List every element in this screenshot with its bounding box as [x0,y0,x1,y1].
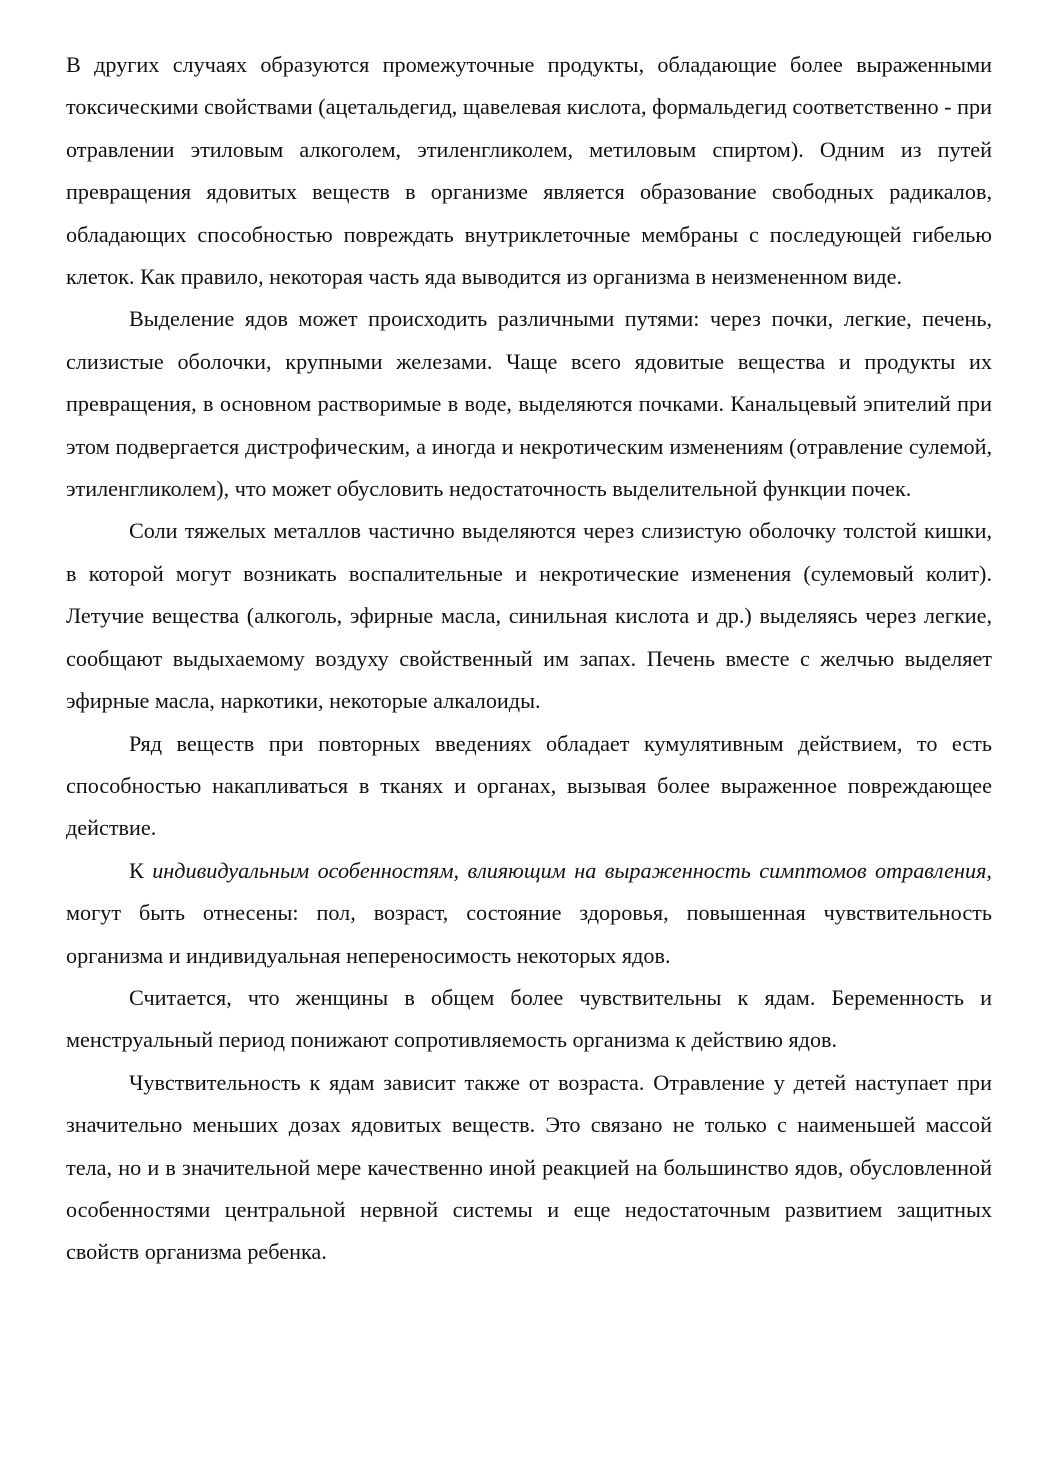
document-page [66,44,992,1274]
paragraph-3: Соли тяжелых металлов частично выделяются через слизистую оболочку толстой кишки, в которой могут возникать воспалительные и некротические изменения (сулемовый колит). Летучие вещества (алкоголь, эфирные масла, синильная кислота и др.) выделяясь через легкие, сообщают выдыхаемому воздуху свойственный им запах. Печень вместе с желчью выделяет эфирные масла, наркотики, некоторые алкалоиды. [66,518,992,714]
paragraph-7: Чувствительность к ядам зависит также от возраста. Отравление у детей наступает при значительно меньших дозах ядовитых веществ. Это связано не только с наименьшей массой тела, но и в значительной мере качественно иной реакцией на большинство ядов, обусловленной особенностями центральной нервной системы и еще недостаточным развитием защитных свойств организма ребенка. [66,1069,992,1265]
paragraph-2: Выделение ядов может происходить различными путями: через почки, легкие, печень, слизистые оболочки, крупными железами. Чаще всего ядовитые вещества и продукты их превращения, в основном растворимые в воде, выделяются почками. Канальцевый эпителий при этом подвергается дистрофическим, а иногда и некротическим изменениям (отравление сулемой, этиленгликолем), что может обусловить недостаточность выделительной функции почек. [66,306,992,502]
paragraph-6: Считается, что женщины в общем более чувствительны к ядам. Беременность и менструальный период понижают сопротивляемость организма к действию ядов. [66,984,992,1053]
paragraph-4: Ряд веществ при повторных введениях обладает кумулятивным действием, то есть способностью накапливаться в тканях и органах, вызывая более выраженное повреждающее действие. [66,730,992,841]
paragraph-5-rest: могут быть отнесены: пол, возраст, состояние здоровья, повышенная чувствительность организма и индивидуальная непереносимость некоторых ядов. [66,900,992,968]
paragraph-5 [66,850,992,977]
paragraph-1: В других случаях образуются промежуточные продукты, обладающие более выраженными токсическими свойствами (ацетальдегид, щавелевая кислота, формальдегид соответственно - при отравлении этиловым алкоголем, этиленгликолем, метиловым спиртом). Одним из путей превращения ядовитых веществ в организме является образование свободных радикалов, обладающих способностью повреждать внутриклеточные мембраны с последующей гибелью клеток. Как правило, некоторая часть яда выводится из организма в неизмененном виде. [66,52,992,290]
paragraph-5-lead: К [129,857,153,883]
paragraph-5-italic-term: индивидуальным особенностям, влияющим на выраженность симптомов отравления, [152,857,992,883]
